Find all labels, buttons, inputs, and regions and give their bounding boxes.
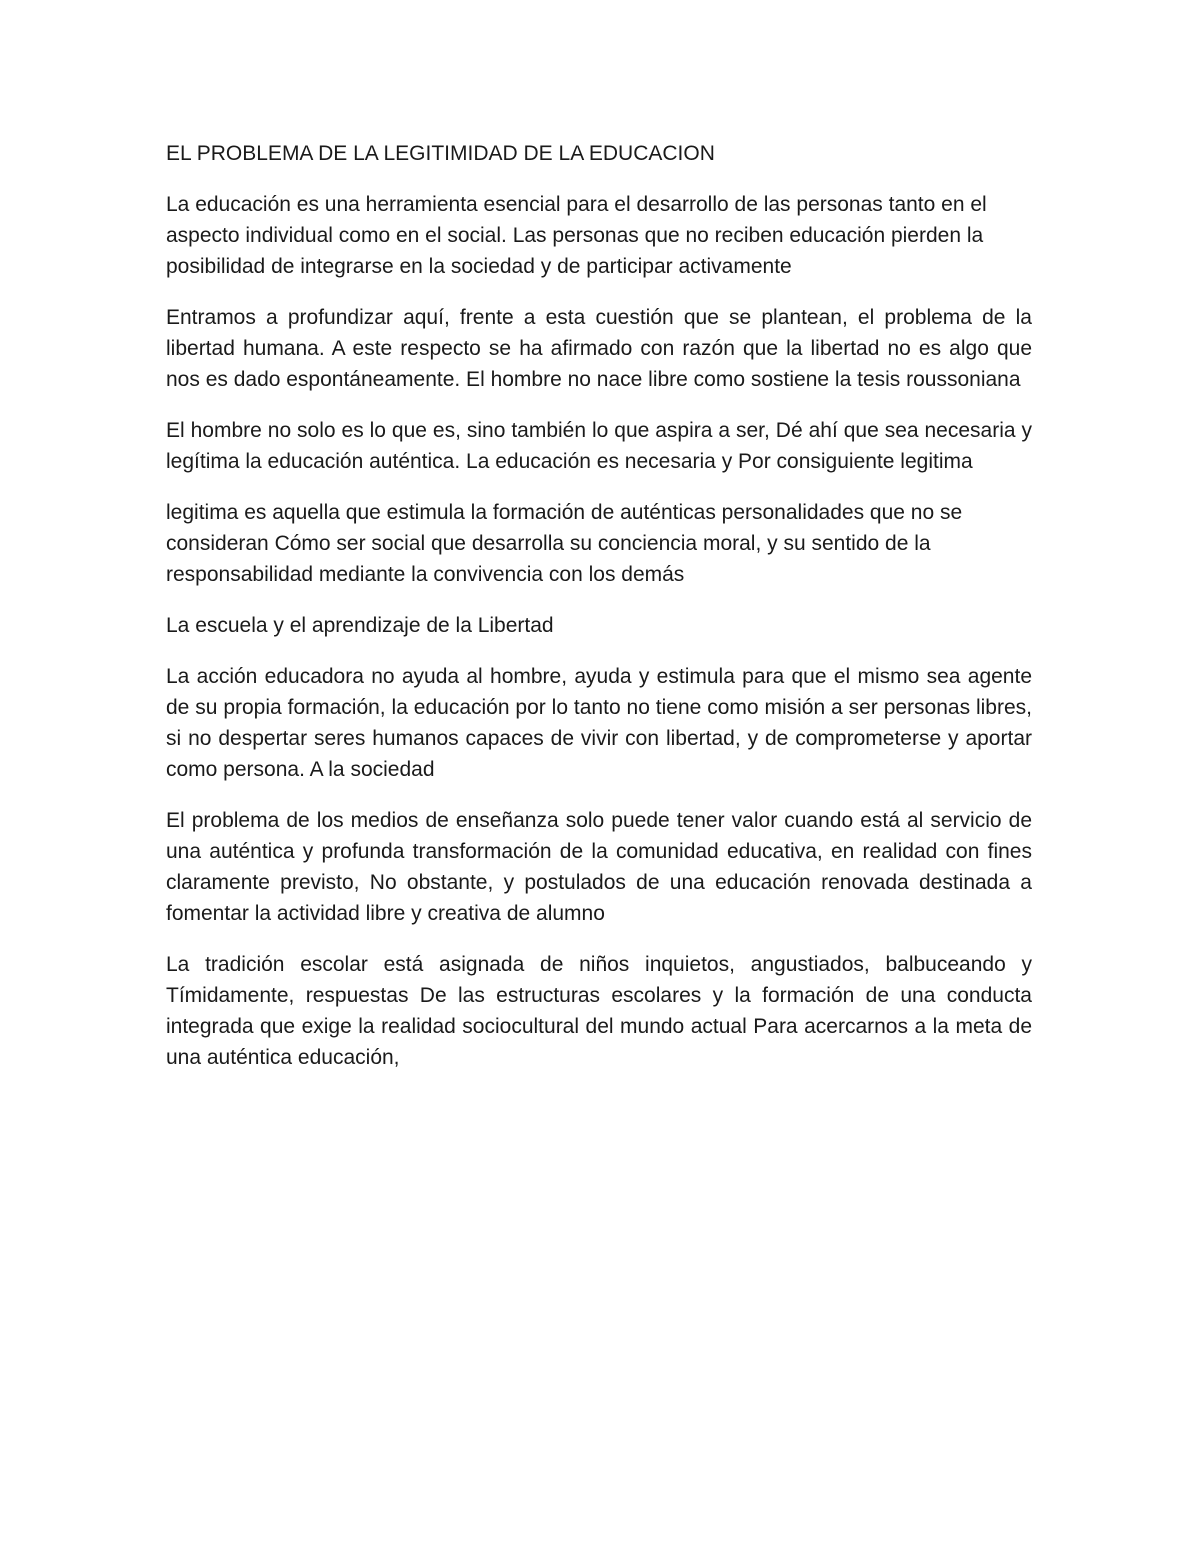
section-heading: La escuela y el aprendizaje de la Libertad [166, 614, 554, 637]
paragraph: El problema de los medios de enseñanza solo puede tener valor cuando está al servicio de una auténtica y profunda transformación de la comunidad educativa, en realidad con fines claramente previsto, No obstante, y postulados de una educación renovada destinada a fomentar la actividad libre y creativa de alumno [166, 809, 1032, 925]
document-page [166, 138, 1032, 1093]
paragraph: Entramos a profundizar aquí, frente a esta cuestión que se plantean, el problema de la libertad humana. A este respecto se ha afirmado con razón que la libertad no es algo que nos es dado espontáneamente. El hombre no nace libre como sostiene la tesis roussoniana [166, 306, 1032, 391]
document-title: EL PROBLEMA DE LA LEGITIMIDAD DE LA EDUCACION [166, 142, 715, 165]
paragraph: La educación es una herramienta esencial para el desarrollo de las personas tanto en el aspecto individual como en el social. Las personas que no reciben educación pierden la posibilidad de integrarse en la sociedad y de participar activamente [166, 193, 987, 278]
paragraph: La acción educadora no ayuda al hombre, ayuda y estimula para que el mismo sea agente de su propia formación, la educación por lo tanto no tiene como misión a ser personas libres, si no despertar seres humanos capaces de vivir con libertad, y de comprometerse y aportar como persona. A la sociedad [166, 665, 1032, 781]
paragraph: legitima es aquella que estimula la formación de auténticas personalidades que no se consideran Cómo ser social que desarrolla su conciencia moral, y su sentido de la responsabilidad mediante la convivencia con los demás [166, 501, 963, 586]
paragraph: La tradición escolar está asignada de niños inquietos, angustiados, balbuceando y Tímidamente, respuestas De las estructuras escolares y la formación de una conducta integrada que exige la realidad sociocultural del mundo actual Para acercarnos a la meta de una auténtica educación, [166, 953, 1032, 1069]
paragraph: El hombre no solo es lo que es, sino también lo que aspira a ser, Dé ahí que sea necesaria y legítima la educación auténtica. La educación es necesaria y Por consiguiente legitima [166, 419, 1032, 473]
